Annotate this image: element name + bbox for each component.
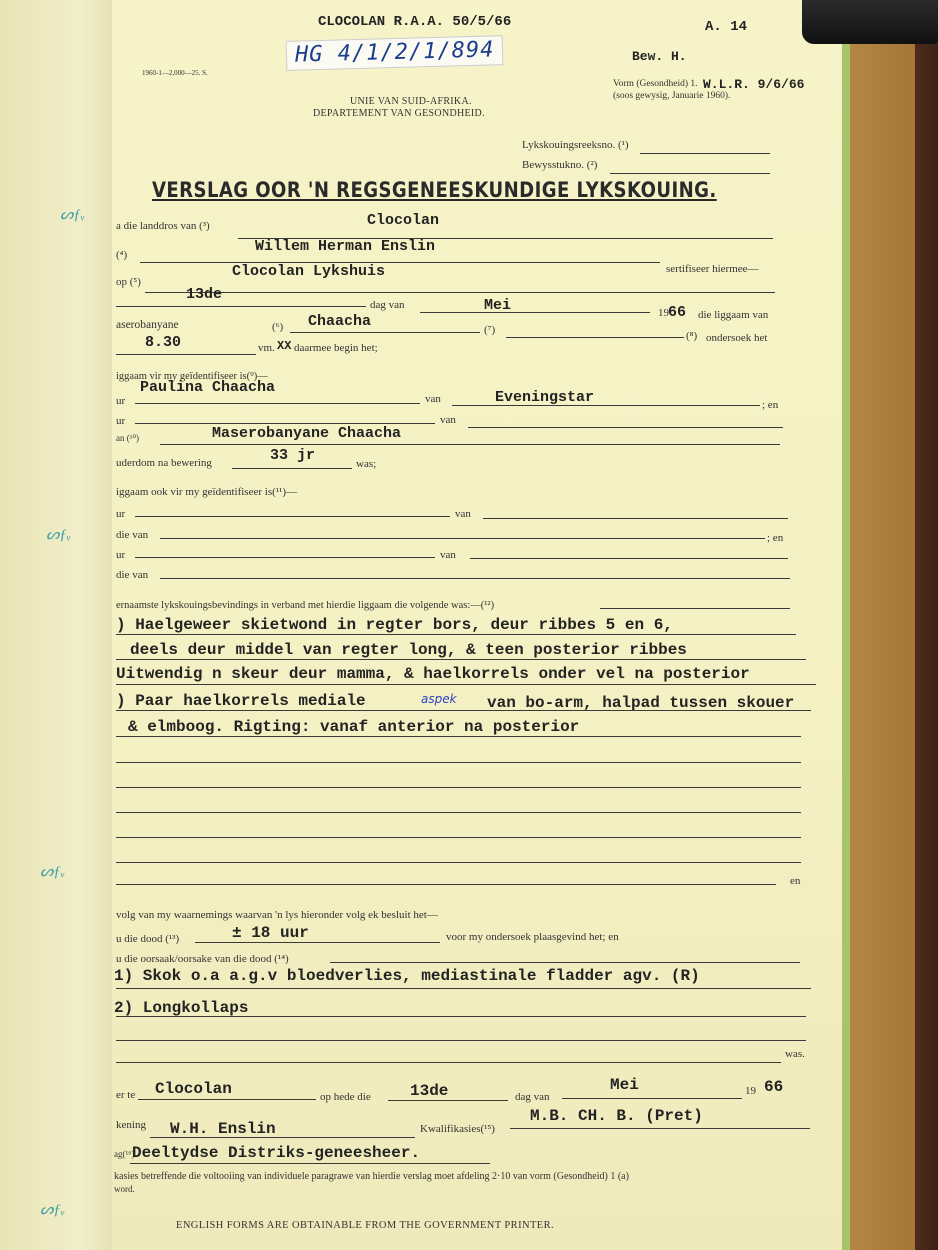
page-number: A. 14 [705, 19, 748, 35]
form-line [160, 578, 790, 579]
dag-van-label: dag van [515, 1091, 550, 1103]
print-code: 1960-1—2,000—25. S. [142, 69, 208, 77]
form-line [138, 1099, 316, 1100]
form-line [116, 736, 801, 737]
form-line [116, 812, 801, 813]
stamp-mark: ᔕƒᵥ [46, 527, 72, 543]
van-label: van [440, 414, 456, 426]
series-number-label: Lykskouingsreeksno. (¹) [522, 139, 629, 151]
deceased-surname-prefix: aserobanyane [116, 319, 179, 331]
form-line [116, 837, 801, 838]
age-label: uderdom na bewering [116, 457, 212, 469]
form-line [116, 884, 776, 885]
instructions-note: kasies betreffende die voltooiing van individuele paragrawe van hierdie verslag moet afdeling 2·10 van vorm (Gesondheid) 1 (a) [114, 1171, 629, 1182]
form-line [195, 942, 440, 943]
body-of-label: die liggaam van [698, 309, 769, 321]
en-label: ; en [762, 399, 779, 411]
form-line [330, 962, 800, 963]
examination-place: Clocolan Lykshuis [232, 263, 386, 280]
examination-label: ondersoek het [706, 332, 768, 344]
certify-text: sertifiseer hiermee— [666, 263, 759, 275]
identifier-1-name: Paulina Chaacha [140, 379, 276, 396]
form-line [135, 557, 435, 558]
line-prefix: ur [116, 395, 126, 407]
reference-number: CLOCOLAN R.A.A. 50/5/66 [318, 14, 512, 30]
signature-value: W.H. Enslin [170, 1120, 276, 1138]
cause-line-1: 1) Skok o.a a.g.v bloedverlies, mediastinale fladder agv. (R) [114, 967, 700, 985]
began-label: daarmee begin het; [294, 342, 378, 354]
qualifications-label: Kwalifikasies(¹⁵) [420, 1123, 495, 1135]
form-line [130, 1163, 490, 1164]
form-revision: (soos gewysig, Januarie 1960). [613, 91, 731, 101]
line-prefix: die van [116, 529, 149, 541]
form-line [470, 558, 788, 559]
deceased-surname: Chaacha [308, 313, 372, 330]
examination-day: 13de [186, 286, 223, 303]
van-label: van [440, 549, 456, 561]
exhibit-number-label: Bewysstukno. (²) [522, 159, 598, 171]
form-line [116, 710, 811, 711]
form-line [116, 762, 801, 763]
wlr-reference: W.L.R. 9/6/66 [703, 77, 805, 92]
identifier-2-name: Maserobanyane Chaacha [212, 425, 402, 442]
instructions-note-cont: word. [114, 1184, 135, 1194]
was-label: was; [356, 458, 377, 470]
finding-line-2: deels deur middel van regter long, & teen posterior ribbes [130, 641, 687, 659]
report-title: VERSLAG OOR 'N REGSGENEESKUNDIGE LYKSKOUING. [152, 178, 717, 202]
form-line [150, 1137, 415, 1138]
signed-day: 13de [410, 1082, 449, 1100]
finding-line-3: Uitwendig n skeur deur mamma, & haelkorrels onder vel na posterior [116, 665, 750, 683]
series-number-line [640, 153, 770, 154]
form-line [468, 427, 783, 428]
magistrate-label: a die landdros van (³) [116, 220, 210, 232]
rank-label: ag(¹⁶) [114, 1149, 135, 1159]
stamp-mark: ᔕƒᵥ [40, 864, 66, 880]
left-page-flap [0, 0, 116, 1250]
examination-month: Mei [484, 297, 512, 314]
form-line [116, 1062, 781, 1063]
form-line [135, 403, 420, 404]
name-label: (⁴) [116, 249, 128, 261]
findings-label: ernaamste lykskouingsbevindings in verband met hierdie liggaam die volgende was:—(¹²) [116, 600, 495, 611]
identifier-1-origin: Eveningstar [495, 389, 595, 406]
van-label: van [425, 393, 441, 405]
year-prefix: 19 [745, 1085, 756, 1097]
examiner-name: Willem Herman Enslin [255, 238, 436, 255]
green-sheet-edge [842, 40, 850, 1250]
age-value: 33 jr [270, 447, 316, 464]
signature-label: kening [116, 1119, 146, 1131]
form-line [160, 444, 780, 445]
bew-reference: Bew. H. [632, 49, 687, 64]
footnote-10: an (¹⁰) [116, 433, 140, 443]
place-label: op (⁵) [116, 276, 141, 288]
form-line [510, 1128, 810, 1129]
stamp-mark: ᔕƒᵥ [40, 1202, 66, 1218]
today-label: op hede die [320, 1091, 371, 1103]
form-line [116, 354, 256, 355]
form-line [290, 332, 480, 333]
line-prefix: die van [116, 569, 149, 581]
form-line [116, 684, 816, 685]
cause-label: u die oorsaak/oorsake van die dood (¹⁴) [116, 953, 289, 965]
form-line [116, 1016, 806, 1017]
identified-label: iggaam vir my geïdentifiseer is(⁹)— [116, 371, 268, 382]
form-line [116, 1040, 806, 1041]
finding-line-1: ) Haelgeweer skietwond in regter bors, deur ribbes 5 en 6, [116, 616, 673, 634]
signed-place: Clocolan [155, 1080, 232, 1098]
qualifications-value: M.B. CH. B. (Pret) [530, 1107, 703, 1125]
examination-year: 66 [668, 304, 687, 321]
form-line [135, 516, 450, 517]
signed-month: Mei [610, 1076, 639, 1094]
vm-label: vm. [258, 342, 275, 354]
form-line [388, 1100, 508, 1101]
form-line [145, 292, 775, 293]
line-prefix: ur [116, 549, 126, 561]
form-line [116, 862, 801, 863]
examination-time: 8.30 [145, 334, 182, 351]
handwritten-insert: aspek [421, 692, 457, 706]
finding-line-4-rest: van bo-arm, halpad tussen skouer [487, 694, 795, 712]
stamp-mark: ᔕƒᵥ [60, 207, 86, 223]
form-line [140, 262, 660, 263]
footnote-7: (⁷) [484, 324, 496, 336]
form-line [420, 312, 650, 313]
year-prefix: 19 [658, 307, 669, 319]
en-label: ; en [767, 532, 784, 544]
form-line [562, 1098, 742, 1099]
form-line [600, 608, 790, 609]
death-time-value: ± 18 uur [232, 924, 309, 942]
rank-value: Deeltydse Distriks-geneesheer. [132, 1144, 421, 1162]
cause-line-2: 2) Longkollaps [114, 999, 249, 1017]
signed-year: 66 [764, 1078, 784, 1096]
van-label: van [455, 508, 471, 520]
form-line [116, 787, 801, 788]
conclusion-label: volg van my waarnemings waarvan 'n lys hieronder volg ek besluit het— [116, 909, 438, 921]
was-label: was. [785, 1048, 805, 1060]
form-line [116, 306, 366, 307]
en-label: en [790, 875, 801, 887]
form-line [232, 468, 352, 469]
finding-line-5: & elmboog. Rigting: vanaf anterior na posterior [128, 718, 580, 736]
line-prefix: ur [116, 508, 126, 520]
dag-van-label: dag van [370, 299, 405, 311]
form-id: Vorm (Gesondheid) 1. [613, 79, 698, 89]
form-line [160, 538, 765, 539]
union-heading: UNIE VAN SUID-AFRIKA. [350, 96, 472, 107]
struck-nm: XX [277, 339, 292, 353]
exhibit-number-line [610, 173, 770, 174]
form-line [506, 337, 684, 338]
form-line [116, 988, 811, 989]
department-heading: DEPARTEMENT VAN GESONDHEID. [313, 108, 485, 119]
form-line [135, 423, 435, 424]
identified-also-label: iggaam ook vir my geïdentifiseer is(¹¹)— [116, 486, 298, 498]
before-exam-label: voor my ondersoek plaasgevind het; en [446, 931, 619, 943]
death-time-label: u die dood (¹³) [116, 933, 180, 945]
form-line [483, 518, 788, 519]
file-number-label: HG 4/1/2/1/894 [286, 35, 504, 71]
form-line [116, 659, 806, 660]
magistrate-value: Clocolan [367, 212, 440, 229]
form-line [116, 634, 796, 635]
at-label: er te [116, 1089, 136, 1101]
footer-note: ENGLISH FORMS ARE OBTAINABLE FROM THE GOVERNMENT PRINTER. [176, 1220, 555, 1231]
footnote-8: (⁸) [686, 330, 698, 342]
line-prefix: ur [116, 415, 126, 427]
binder-clip [802, 0, 938, 44]
finding-line-4: ) Paar haelkorrels mediale [116, 692, 366, 710]
footnote-6: (⁶) [272, 321, 284, 333]
